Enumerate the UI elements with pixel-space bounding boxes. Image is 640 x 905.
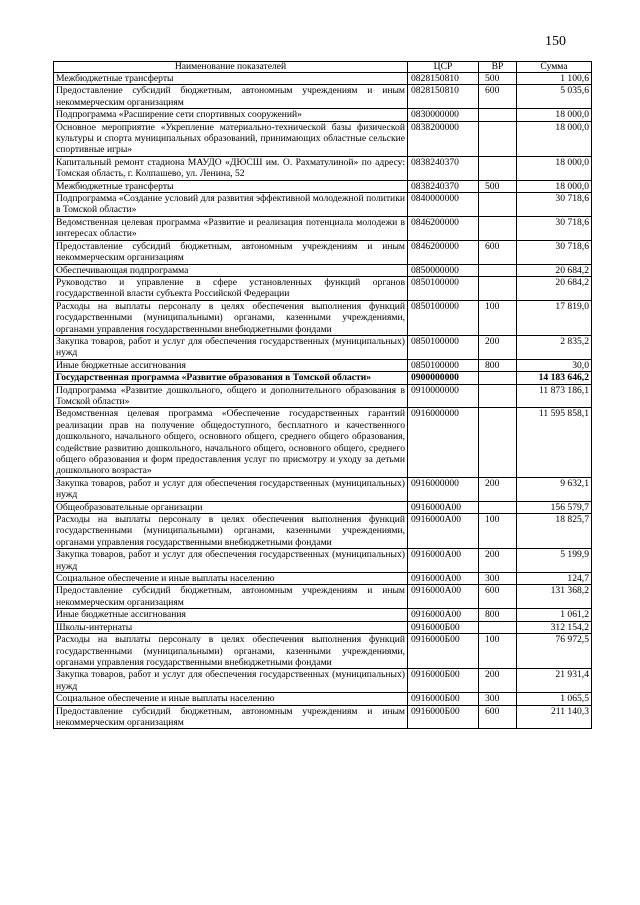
row-vr: 300 — [479, 573, 517, 585]
row-sum: 30 718,6 — [517, 193, 592, 217]
row-sum: 17 819,0 — [517, 300, 592, 335]
row-sum: 30 718,6 — [517, 240, 592, 264]
row-name: Закупка товаров, работ и услуг для обеспечения государственных (муниципальных) нужд — [54, 335, 408, 359]
row-sum: 156 579,7 — [517, 501, 592, 513]
table-row — [54, 408, 592, 477]
header-csr: ЦСР — [408, 62, 479, 73]
header-name: Наименование показателей — [54, 62, 408, 73]
row-csr: 0916000А00 — [408, 573, 479, 585]
row-name: Ведомственная целевая программа «Обеспечение государственных гарантий реализации прав на получение общедоступного, бесплатного и качественного дошкольного, начального общего, основного общего, среднего общего образования, содействие развитию дошкольного, начального общего, основного общего, среднего общего образования и форм предоставления услуг по присмотру и уходу за детьми дошкольного возраста» — [54, 408, 408, 477]
row-sum: 18 825,7 — [517, 514, 592, 549]
row-sum: 20 684,2 — [517, 264, 592, 276]
row-sum: 11 873 186,1 — [517, 384, 592, 408]
row-vr — [479, 264, 517, 276]
table-row — [54, 121, 592, 156]
table-row — [54, 240, 592, 264]
table-row — [54, 180, 592, 192]
row-name: Межбюджетные трансферты — [54, 180, 408, 192]
row-vr: 300 — [479, 693, 517, 705]
row-csr: 0916000Б00 — [408, 621, 479, 633]
row-name: Социальное обеспечение и иные выплаты населению — [54, 573, 408, 585]
row-vr — [479, 408, 517, 477]
row-vr — [479, 501, 517, 513]
header-vr: ВР — [479, 62, 517, 73]
row-vr: 200 — [479, 549, 517, 573]
table-row — [54, 109, 592, 121]
row-vr: 600 — [479, 705, 517, 729]
row-sum: 30,0 — [517, 359, 592, 371]
row-vr — [479, 156, 517, 180]
row-sum: 18 000,0 — [517, 121, 592, 156]
row-sum: 312 154,2 — [517, 621, 592, 633]
row-sum: 30 718,6 — [517, 216, 592, 240]
row-name: Предоставление субсидий бюджетным, автономным учреждениям и иным некоммерческим организациям — [54, 85, 408, 109]
row-sum: 5 035,6 — [517, 85, 592, 109]
table-row — [54, 335, 592, 359]
row-name: Общеобразовательные организации — [54, 501, 408, 513]
row-vr — [479, 216, 517, 240]
row-name: Предоставление субсидий бюджетным, автономным учреждениям и иным некоммерческим организациям — [54, 705, 408, 729]
table-row — [54, 372, 592, 384]
table-row — [54, 264, 592, 276]
row-sum: 18 000,0 — [517, 180, 592, 192]
row-csr: 0916000А00 — [408, 501, 479, 513]
budget-table — [53, 61, 592, 729]
row-csr: 0828150810 — [408, 73, 479, 85]
row-name: Социальное обеспечение и иные выплаты населению — [54, 693, 408, 705]
row-name: Закупка товаров, работ и услуг для обеспечения государственных (муниципальных) нужд — [54, 549, 408, 573]
row-csr: 0850100000 — [408, 359, 479, 371]
row-name: Расходы на выплаты персоналу в целях обеспечения выполнения функций государственными (муниципальными) органами, казенными учреждениями, органами управления государственными внебюджетными фондами — [54, 300, 408, 335]
row-csr: 0828150810 — [408, 85, 479, 109]
row-name: Закупка товаров, работ и услуг для обеспечения государственных (муниципальных) нужд — [54, 669, 408, 693]
table-row — [54, 300, 592, 335]
row-name: Предоставление субсидий бюджетным, автономным учреждениям и иным некоммерческим организациям — [54, 585, 408, 609]
row-csr: 0900000000 — [408, 372, 479, 384]
row-csr: 0910000000 — [408, 384, 479, 408]
row-csr: 0916000А00 — [408, 585, 479, 609]
row-csr: 0850100000 — [408, 276, 479, 300]
table-header-row — [54, 62, 592, 73]
row-sum: 2 835,2 — [517, 335, 592, 359]
row-name: Подпрограмма «Расширение сети спортивных сооружений» — [54, 109, 408, 121]
page-number: 150 — [545, 34, 566, 49]
row-csr: 0916000А00 — [408, 549, 479, 573]
row-csr: 0850100000 — [408, 335, 479, 359]
row-csr: 0838240370 — [408, 156, 479, 180]
row-csr: 0850000000 — [408, 264, 479, 276]
table-row — [54, 73, 592, 85]
row-sum: 9 632,1 — [517, 477, 592, 501]
row-name: Государственная программа «Развитие образования в Томской области» — [54, 372, 408, 384]
row-name: Школы-интернаты — [54, 621, 408, 633]
row-csr: 0830000000 — [408, 109, 479, 121]
row-name: Иные бюджетные ассигнования — [54, 359, 408, 371]
row-sum: 20 684,2 — [517, 276, 592, 300]
table-row — [54, 585, 592, 609]
row-name: Подпрограмма «Развитие дошкольного, общего и дополнительного образования в Томской области» — [54, 384, 408, 408]
table-row — [54, 609, 592, 621]
row-csr: 0916000А00 — [408, 514, 479, 549]
row-sum: 1 061,2 — [517, 609, 592, 621]
row-csr: 0846200000 — [408, 240, 479, 264]
row-vr: 200 — [479, 335, 517, 359]
row-sum: 1 100,6 — [517, 73, 592, 85]
table-row — [54, 477, 592, 501]
row-vr: 200 — [479, 669, 517, 693]
table-row — [54, 193, 592, 217]
row-csr: 0840000000 — [408, 193, 479, 217]
row-csr: 0850100000 — [408, 300, 479, 335]
table-row — [54, 514, 592, 549]
table-row — [54, 634, 592, 669]
row-vr: 600 — [479, 85, 517, 109]
row-csr: 0916000Б00 — [408, 693, 479, 705]
row-vr — [479, 121, 517, 156]
table-body — [54, 73, 592, 729]
row-sum: 18 000,0 — [517, 156, 592, 180]
table-row — [54, 276, 592, 300]
row-vr: 100 — [479, 514, 517, 549]
row-name: Руководство и управление в сфере установленных функций органов государственной власти субъекта Российской Федерации — [54, 276, 408, 300]
row-vr — [479, 384, 517, 408]
row-vr: 600 — [479, 585, 517, 609]
row-vr: 200 — [479, 477, 517, 501]
table-row — [54, 156, 592, 180]
row-vr — [479, 193, 517, 217]
row-name: Обеспечивающая подпрограмма — [54, 264, 408, 276]
row-vr: 500 — [479, 180, 517, 192]
row-name: Ведомственная целевая программа «Развитие и реализация потенциала молодежи в интересах области» — [54, 216, 408, 240]
row-sum: 21 931,4 — [517, 669, 592, 693]
row-csr: 0846200000 — [408, 216, 479, 240]
row-name: Предоставление субсидий бюджетным, автономным учреждениям и иным некоммерческим организациям — [54, 240, 408, 264]
table-row — [54, 501, 592, 513]
row-sum: 124,7 — [517, 573, 592, 585]
row-name: Расходы на выплаты персоналу в целях обеспечения выполнения функций государственными (муниципальными) органами, казенными учреждениями, органами управления государственными внебюджетными фондами — [54, 514, 408, 549]
row-vr — [479, 109, 517, 121]
row-vr: 600 — [479, 240, 517, 264]
row-csr: 0838240370 — [408, 180, 479, 192]
row-vr: 100 — [479, 300, 517, 335]
row-name: Подпрограмма «Создание условий для развития эффективной молодежной политики в Томской области» — [54, 193, 408, 217]
row-vr: 800 — [479, 609, 517, 621]
row-name: Межбюджетные трансферты — [54, 73, 408, 85]
row-name: Иные бюджетные ассигнования — [54, 609, 408, 621]
row-sum: 1 065,5 — [517, 693, 592, 705]
table-row — [54, 669, 592, 693]
row-csr: 0916000Б00 — [408, 634, 479, 669]
row-name: Основное мероприятие «Укрепление материально-технической базы физической культуры и спорта муниципальных образований, принимающих областные сельские спортивные игры» — [54, 121, 408, 156]
header-sum: Сумма — [517, 62, 592, 73]
row-sum: 18 000,0 — [517, 109, 592, 121]
table-row — [54, 85, 592, 109]
row-name: Капитальный ремонт стадиона МАУДО «ДЮСШ им. О. Рахматулиной» по адресу: Томская область, г. Колпашево, ул. Ленина, 52 — [54, 156, 408, 180]
row-sum: 131 368,2 — [517, 585, 592, 609]
row-sum: 5 199,9 — [517, 549, 592, 573]
row-vr — [479, 372, 517, 384]
row-sum: 211 140,3 — [517, 705, 592, 729]
table-row — [54, 621, 592, 633]
row-vr: 100 — [479, 634, 517, 669]
table-row — [54, 384, 592, 408]
row-sum: 76 972,5 — [517, 634, 592, 669]
row-vr — [479, 276, 517, 300]
row-vr: 500 — [479, 73, 517, 85]
row-csr: 0916000Б00 — [408, 669, 479, 693]
table-row — [54, 705, 592, 729]
row-sum: 14 183 646,2 — [517, 372, 592, 384]
table-row — [54, 573, 592, 585]
row-csr: 0916000000 — [408, 477, 479, 501]
row-csr: 0916000Б00 — [408, 705, 479, 729]
row-csr: 0916000000 — [408, 408, 479, 477]
row-name: Закупка товаров, работ и услуг для обеспечения государственных (муниципальных) нужд — [54, 477, 408, 501]
table-row — [54, 693, 592, 705]
table-row — [54, 549, 592, 573]
row-sum: 11 595 858,1 — [517, 408, 592, 477]
row-name: Расходы на выплаты персоналу в целях обеспечения выполнения функций государственными (муниципальными) органами, казенными учреждениями, органами управления государственными внебюджетными фондами — [54, 634, 408, 669]
row-vr — [479, 621, 517, 633]
table-row — [54, 216, 592, 240]
row-vr: 800 — [479, 359, 517, 371]
table-row — [54, 359, 592, 371]
row-csr: 0838200000 — [408, 121, 479, 156]
row-csr: 0916000А00 — [408, 609, 479, 621]
